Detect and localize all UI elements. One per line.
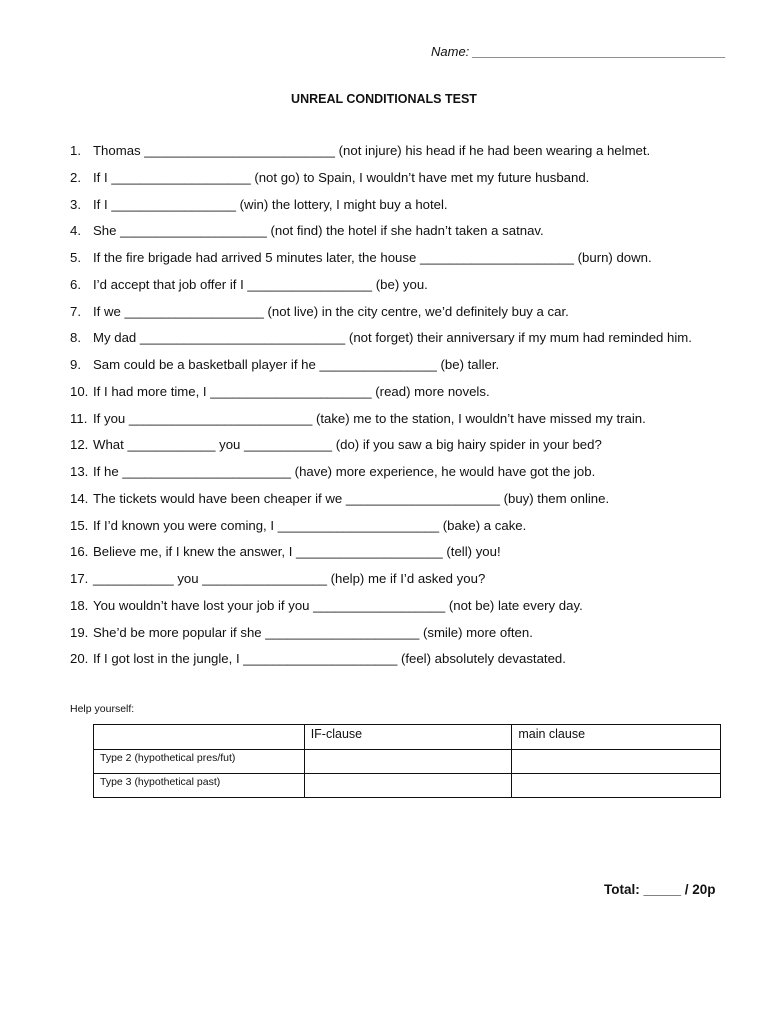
- question-number: 11.: [70, 410, 88, 426]
- question-item: [70, 222, 692, 249]
- question-text: I’d accept that job offer if I _________________ (be) you.: [93, 276, 428, 292]
- question-item: [70, 169, 692, 196]
- question-item: [70, 356, 692, 383]
- question-number: 13.: [70, 464, 89, 479]
- question-number: 6.: [70, 276, 81, 292]
- question-item: [70, 543, 692, 570]
- help-table-header-empty: [94, 725, 305, 750]
- question-item: [70, 249, 692, 276]
- question-text: My dad ____________________________ (not forget) their anniversary if my mum had reminded him.: [93, 330, 692, 346]
- question-item: [70, 383, 692, 410]
- question-text: If I had more time, I ______________________ (read) more novels.: [93, 383, 490, 399]
- question-number: 17.: [70, 571, 89, 586]
- question-number: 16.: [70, 544, 89, 560]
- question-text: If you _________________________ (take) me to the station, I wouldn’t have missed my train.: [93, 410, 646, 426]
- question-item: [70, 196, 692, 223]
- table-cell-main-clause[interactable]: [512, 774, 721, 798]
- question-text: What ____________ you ____________ (do) if you saw a big hairy spider in your bed?: [93, 437, 602, 453]
- question-number: 18.: [70, 597, 89, 613]
- table-row: [94, 750, 721, 774]
- question-text: ___________ you _________________ (help) me if I’d asked you?: [93, 571, 486, 586]
- question-text: If the fire brigade had arrived 5 minutes later, the house _____________________ (burn) down.: [93, 250, 652, 265]
- question-item: [70, 303, 692, 330]
- question-item: [70, 142, 692, 169]
- table-cell-main-clause[interactable]: [512, 750, 721, 774]
- question-text: Sam could be a basketball player if he ________________ (be) taller.: [93, 357, 500, 372]
- question-item: [70, 463, 692, 490]
- question-text: If we ___________________ (not live) in the city centre, we’d definitely buy a car.: [93, 303, 569, 319]
- help-table-header-if-clause: IF-clause: [304, 725, 512, 750]
- question-number: 5.: [70, 250, 81, 265]
- question-number: 19.: [70, 624, 89, 640]
- question-number: 8.: [70, 330, 81, 346]
- page-title: UNREAL CONDITIONALS TEST: [291, 92, 477, 106]
- question-text: If I’d known you were coming, I ______________________ (bake) a cake.: [93, 517, 527, 533]
- question-number: 1.: [70, 143, 81, 158]
- question-item: [70, 410, 692, 437]
- question-text: Believe me, if I knew the answer, I ____________________ (tell) you!: [93, 544, 501, 560]
- question-text: If I ___________________ (not go) to Spain, I wouldn’t have met my future husband.: [93, 169, 590, 185]
- question-item: [70, 650, 692, 677]
- name-field-label: Name: ___________________________________: [431, 44, 726, 59]
- question-text: If he _______________________ (have) more experience, he would have got the job.: [93, 464, 596, 479]
- question-number: 12.: [70, 437, 89, 453]
- question-number: 20.: [70, 651, 89, 667]
- question-number: 2.: [70, 169, 81, 185]
- question-list: [70, 142, 692, 677]
- question-number: 4.: [70, 223, 81, 239]
- help-label: Help yourself:: [70, 703, 135, 715]
- question-text: She ____________________ (not find) the hotel if she hadn’t taken a satnav.: [93, 223, 544, 239]
- question-item: [70, 436, 692, 463]
- question-number: 10.: [70, 383, 89, 399]
- question-text: You wouldn’t have lost your job if you __________________ (not be) late every day.: [93, 597, 583, 613]
- table-cell-type-label: Type 3 (hypothetical past): [94, 774, 305, 798]
- help-table-header-row: [94, 725, 721, 750]
- question-text: If I _________________ (win) the lottery, I might buy a hotel.: [93, 196, 448, 212]
- question-text: The tickets would have been cheaper if we _____________________ (buy) them online.: [93, 490, 610, 506]
- question-text: Thomas __________________________ (not injure) his head if he had been wearing a helmet.: [93, 143, 651, 158]
- table-cell-type-label: Type 2 (hypothetical pres/fut): [94, 750, 305, 774]
- question-number: 7.: [70, 303, 81, 319]
- question-item: [70, 570, 692, 597]
- table-cell-if-clause[interactable]: [304, 750, 512, 774]
- question-item: [70, 276, 692, 303]
- table-cell-if-clause[interactable]: [304, 774, 512, 798]
- question-item: [70, 517, 692, 544]
- question-item: [70, 329, 692, 356]
- question-item: [70, 597, 692, 624]
- question-number: 14.: [70, 490, 89, 506]
- question-item: [70, 490, 692, 517]
- question-item: [70, 624, 692, 651]
- question-text: She’d be more popular if she _____________________ (smile) more often.: [93, 624, 533, 640]
- question-number: 15.: [70, 517, 89, 533]
- help-table: [93, 724, 721, 798]
- total-score: Total: _____ / 20p: [604, 882, 716, 897]
- question-number: 9.: [70, 357, 81, 372]
- question-text: If I got lost in the jungle, I _____________________ (feel) absolutely devastated.: [93, 651, 566, 667]
- help-table-header-main-clause: main clause: [512, 725, 721, 750]
- table-row: [94, 774, 721, 798]
- question-number: 3.: [70, 196, 81, 212]
